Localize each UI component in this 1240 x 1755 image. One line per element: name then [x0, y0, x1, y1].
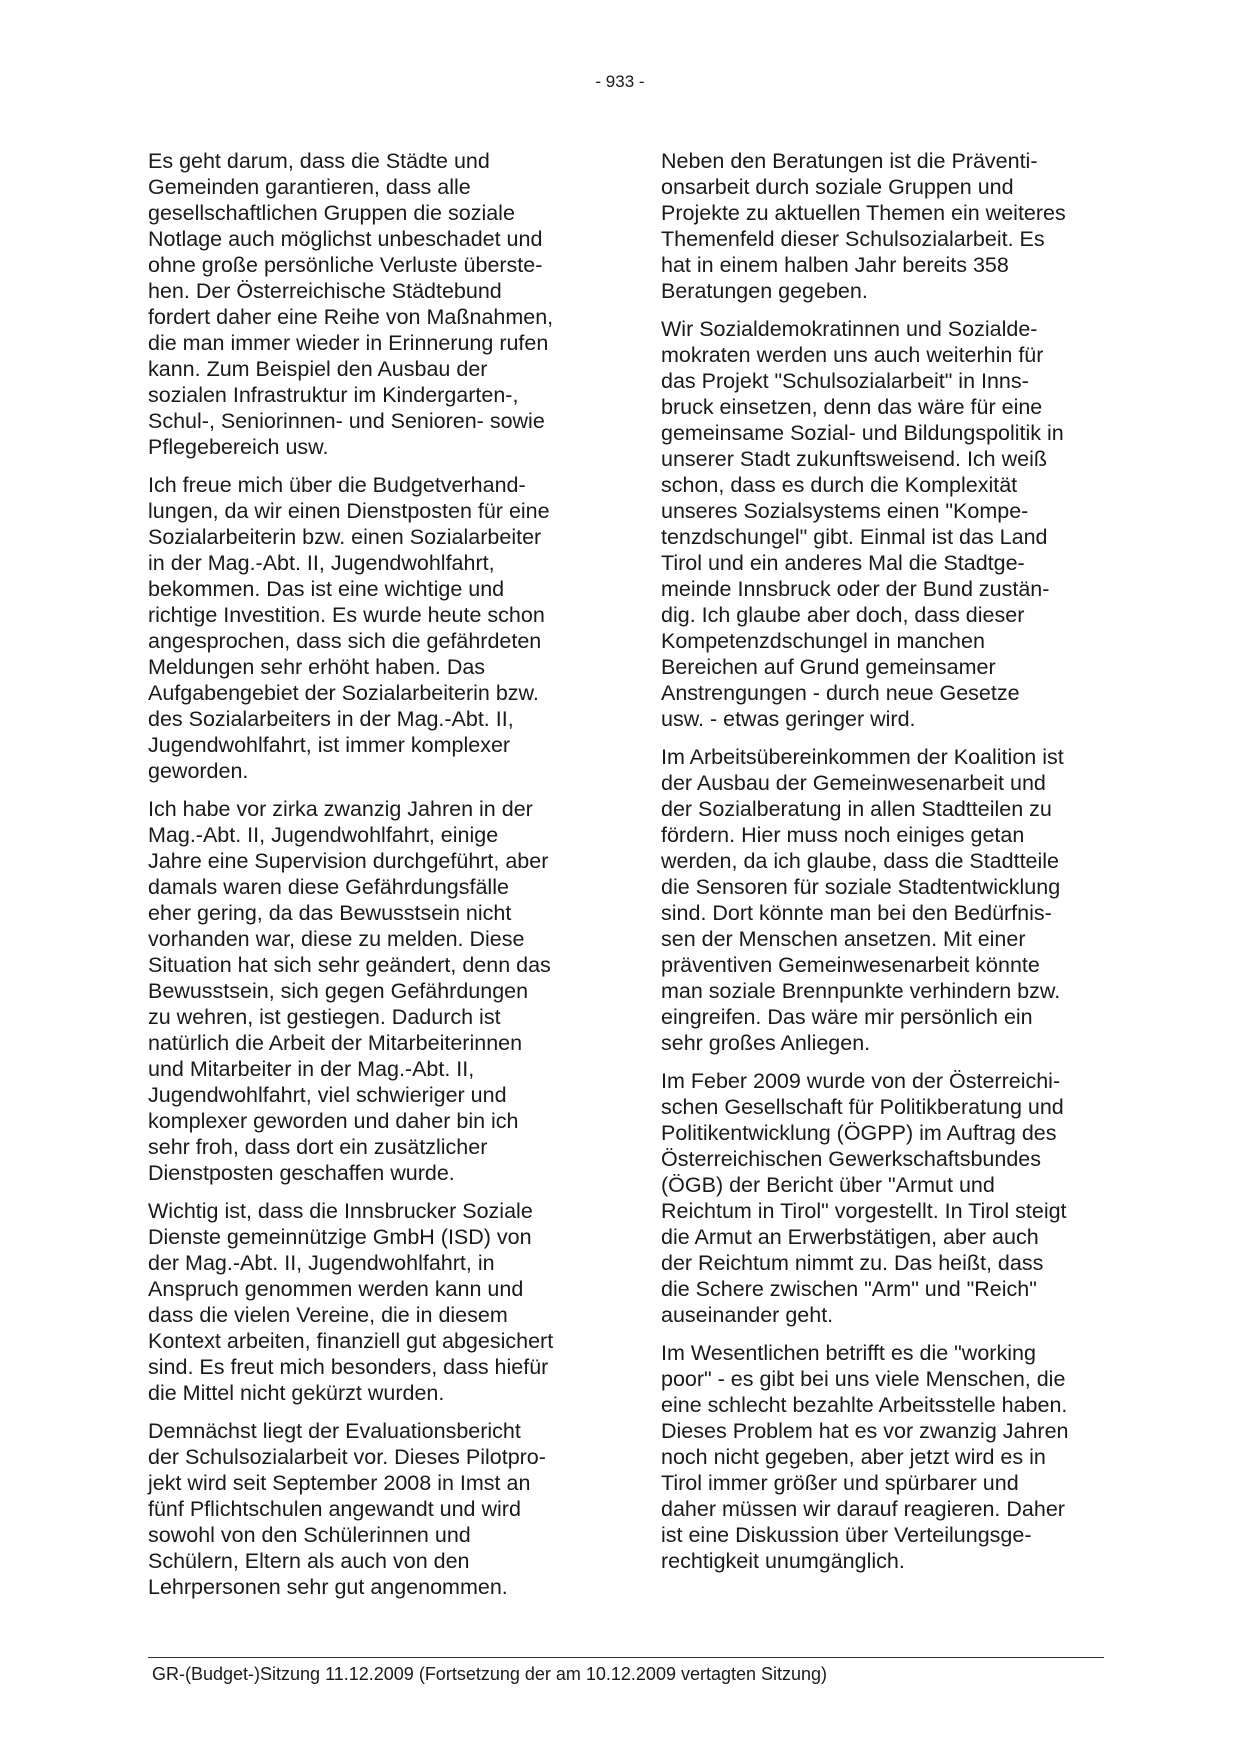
paragraph: Im Feber 2009 wurde von der Österreichi- schen Gesellschaft für Politikberatung und Politikentwicklung (ÖGPP) im Auftrag des Österreichischen Gewerkschaftsbundes (ÖGB) der Bericht über "Armut und Reichtum in Tirol" vorgestellt. In Tirol steigt die Armut an Erwerbstätigen, aber auch der Reichtum nimmt zu. Das heißt, dass die Schere zwischen "Arm" und "Reich" auseinander geht.	[661, 1069, 1067, 1327]
paragraph: Demnächst liegt der Evaluationsbericht der Schulsozialarbeit vor. Dieses Pilotpro- jekt wird seit September 2008 in Imst an fünf Pflichtschulen angewandt und wird sowohl von den Schülerinnen und Schülern, Eltern als auch von den Lehrpersonen sehr gut angenommen.	[148, 1419, 546, 1599]
paragraph: Wir Sozialdemokratinnen und Sozialde- mokraten werden uns auch weiterhin für das Projekt "Schulsozialarbeit" in Inns- bruck einsetzen, denn das wäre für eine gemeinsame Sozial- und Bildungspolitik in unserer Stadt zukunftsweisend. Ich weiß schon, dass es durch die Komplexität unseres Sozialsystems einen "Kompe- tenzdschungel" gibt. Einmal ist das Land Tirol und ein anderes Mal die Stadtge- meinde Innsbruck oder der Bund zustän- dig. Ich glaube aber doch, dass dieser Kompetenzdschungel in manchen Bereichen auf Grund gemeinsamer Anstrengungen - durch neue Gesetze usw. - etwas geringer wird.	[661, 317, 1064, 731]
paragraph: Es geht darum, dass die Städte und Gemeinden garantieren, dass alle gesellschaftlichen Gruppen die soziale Notlage auch möglichst unbeschadet und ohne große persönliche Verluste überste- hen. Der Österreichische Städtebund fordert daher eine Reihe von Maßnahmen, die man immer wieder in Erinnerung rufen kann. Zum Beispiel den Ausbau der sozialen Infrastruktur im Kindergarten-, Schul-, Seniorinnen- und Senioren- sowie Pflegebereich usw.	[148, 149, 554, 459]
paragraph: Neben den Beratungen ist die Präventi- onsarbeit durch soziale Gruppen und Projekte zu aktuellen Themen ein weiteres Themenfeld dieser Schulsozialarbeit. Es hat in einem halben Jahr bereits 358 Beratungen gegeben.	[661, 149, 1066, 303]
paragraph: Im Wesentlichen betrifft es die "working poor" - es gibt bei uns viele Menschen, die eine schlecht bezahlte Arbeitsstelle haben. Dieses Problem hat es vor zwanzig Jahren noch nicht gegeben, aber jetzt wird es in Tirol immer größer und spürbarer und daher müssen wir darauf reagieren. Daher ist eine Diskussion über Verteilungsge- rechtigkeit unumgänglich.	[661, 1341, 1069, 1573]
footer-divider	[148, 1657, 1104, 1658]
right-column	[661, 148, 1101, 1586]
paragraph: Wichtig ist, dass die Innsbrucker Soziale Dienste gemeinnützige GmbH (ISD) von der Mag.-Abt. II, Jugendwohlfahrt, in Anspruch genommen werden kann und dass die vielen Vereine, die in diesem Kontext arbeiten, finanziell gut abgesichert sind. Es freut mich besonders, dass hiefür die Mittel nicht gekürzt wurden.	[148, 1199, 554, 1405]
page-number: - 933 -	[595, 72, 645, 91]
paragraph: Ich freue mich über die Budgetverhand- lungen, da wir einen Dienstposten für eine Sozialarbeiterin bzw. einen Sozialarbeiter in der Mag.-Abt. II, Jugendwohlfahrt, bekommen. Das ist eine wichtige und richtige Investition. Es wurde heute schon angesprochen, dass sich die gefährdeten Meldungen sehr erhöht haben. Das Aufgabengebiet der Sozialarbeiterin bzw. des Sozialarbeiters in der Mag.-Abt. II, Jugendwohlfahrt, ist immer komplexer geworden.	[148, 473, 550, 783]
left-column	[148, 148, 592, 1612]
paragraph: Ich habe vor zirka zwanzig Jahren in der Mag.-Abt. II, Jugendwohlfahrt, einige Jahre eine Supervision durchgeführt, aber damals waren diese Gefährdungsfälle eher gering, da das Bewusstsein nicht vorhanden war, diese zu melden. Diese Situation hat sich sehr geändert, denn das Bewusstsein, sich gegen Gefährdungen zu wehren, ist gestiegen. Dadurch ist natürlich die Arbeit der Mitarbeiterinnen und Mitarbeiter in der Mag.-Abt. II, Jugendwohlfahrt, viel schwieriger und komplexer geworden und daher bin ich sehr froh, dass dort ein zusätzlicher Dienstposten geschaffen wurde.	[148, 797, 551, 1185]
footer-text: GR-(Budget-)Sitzung 11.12.2009 (Fortsetzung der am 10.12.2009 vertagten Sitzung)	[152, 1664, 828, 1684]
paragraph: Im Arbeitsübereinkommen der Koalition ist der Ausbau der Gemeinwesenarbeit und der Sozialberatung in allen Stadtteilen zu fördern. Hier muss noch einiges getan werden, da ich glaube, dass die Stadtteile die Sensoren für soziale Stadtentwicklung sind. Dort könnte man bei den Bedürfnis- sen der Menschen ansetzen. Mit einer präventiven Gemeinwesenarbeit könnte man soziale Brennpunkte verhindern bzw. eingreifen. Das wäre mir persönlich ein sehr großes Anliegen.	[661, 745, 1064, 1055]
